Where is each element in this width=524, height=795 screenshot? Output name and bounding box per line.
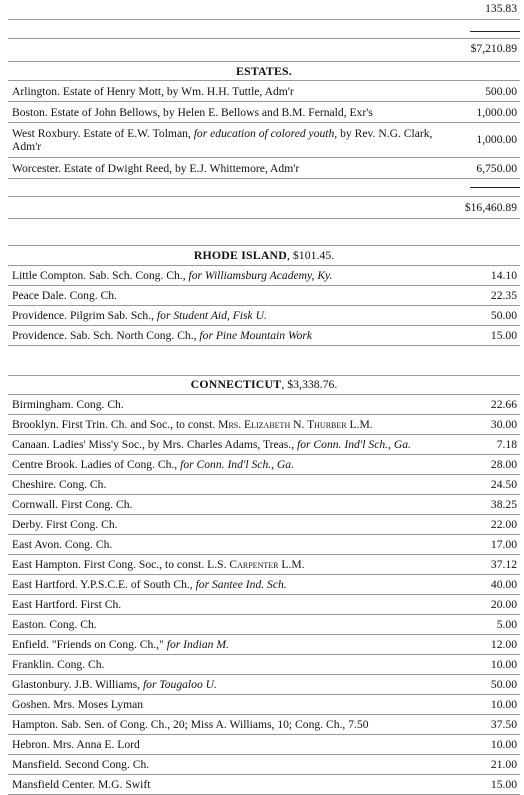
rule [8, 375, 520, 376]
rule [8, 196, 520, 197]
list-item: Worcester. Estate of Dwight Reed, by E.J. Whittemore, Adm'r 6,750.00 [12, 161, 517, 175]
rule [8, 38, 520, 39]
list-item: Birmingham. Cong. Ch. 22.66 [12, 398, 517, 411]
list-item: Franklin. Cong. Ch. 10.00 [12, 658, 517, 671]
list-item: Canaan. Ladies' Miss'y Soc., by Mrs. Charles Adams, Treas., for Conn. Ind'l Sch., Ga. 7.18 [12, 438, 517, 451]
list-item: Hampton. Sab. Sen. of Cong. Ch., 20; Miss A. Williams, 10; Cong. Ch., 7.50 37.50 [12, 718, 517, 731]
list-item: Cheshire. Cong. Ch. 24.50 [12, 478, 517, 491]
list-item: Glastonbury. J.B. Williams, for Tougaloo U. 50.00 [12, 678, 517, 691]
rule [8, 245, 520, 246]
rule [8, 61, 520, 62]
list-item: Enfield. "Friends on Cong. Ch.," for Indian M. 12.00 [12, 638, 517, 651]
list-item: East Hartford. First Ch. 20.00 [12, 598, 517, 611]
rule [8, 345, 520, 346]
subtotal-row [8, 198, 520, 216]
subtotal-amount: $7,210.89 [470, 41, 517, 55]
list-item: Cornwall. First Cong. Ch. 38.25 [12, 498, 517, 511]
rule [8, 178, 520, 179]
list-item: East Hampton. First Cong. Soc., to const. L.S. Carpenter L.M. 37.12 [12, 558, 517, 571]
list-item: Goshen. Mrs. Moses Lyman 10.00 [12, 698, 517, 711]
list-item: Peace Dale. Cong. Ch. 22.35 [12, 289, 517, 302]
section-heading-connecticut: CONNECTICUT, $3,338.76. [190, 377, 338, 391]
list-item: East Hartford. Y.P.S.C.E. of South Ch., for Santee Ind. Sch. 40.00 [12, 578, 517, 591]
list-item: Derby. First Cong. Ch. 22.00 [12, 518, 517, 531]
list-item: Brooklyn. First Trin. Ch. and Soc., to const. Mrs. Elizabeth N. Thurber L.M. 30.00 [12, 418, 517, 431]
carried-amount: 135.83 [485, 1, 517, 15]
list-item: Boston. Estate of John Bellows, by Helen E. Bellows and B.M. Fernald, Exr's 1,000.00 [12, 105, 517, 119]
carried-amount-row [8, 1, 520, 15]
list-item: Mansfield Center. M.G. Swift 15.00 [12, 778, 517, 791]
list-item: Hebron. Mrs. Anna E. Lord 10.00 [12, 738, 517, 751]
list-item: Providence. Sab. Sch. North Cong. Ch., for Pine Mountain Work 15.00 [12, 329, 517, 342]
list-item: Mansfield. Second Cong. Ch. 21.00 [12, 758, 517, 771]
rule [8, 218, 520, 219]
sum-rule [470, 31, 520, 32]
subtotal-amount: $16,460.89 [464, 200, 517, 214]
list-item: Providence. Pilgrim Sab. Sch., for Student Aid, Fisk U. 50.00 [12, 309, 517, 322]
list-item: Easton. Cong. Ch. 5.00 [12, 618, 517, 631]
list-item: Centre Brook. Ladies of Cong. Ch., for Conn. Ind'l Sch., Ga. 28.00 [12, 458, 517, 471]
section-heading-rhode-island: RHODE ISLAND, $101.45. [193, 248, 335, 262]
rule [8, 19, 520, 20]
sum-rule [470, 187, 520, 188]
list-item: West Roxbury. Estate of E.W. Tolman, for education of colored youth, by Rev. N.G. Clark, Adm'r 1,000.00 [12, 126, 517, 153]
subtotal-row [8, 40, 520, 56]
list-item: Arlington. Estate of Henry Mott, by Wm. H.H. Tuttle, Adm'r 500.00 [12, 84, 517, 98]
list-item: Little Compton. Sab. Sch. Cong. Ch., for Williamsburg Academy, Ky. 14.10 [12, 269, 517, 282]
list-item: East Avon. Cong. Ch. 17.00 [12, 538, 517, 551]
section-heading-estates: ESTATES. [236, 64, 292, 78]
